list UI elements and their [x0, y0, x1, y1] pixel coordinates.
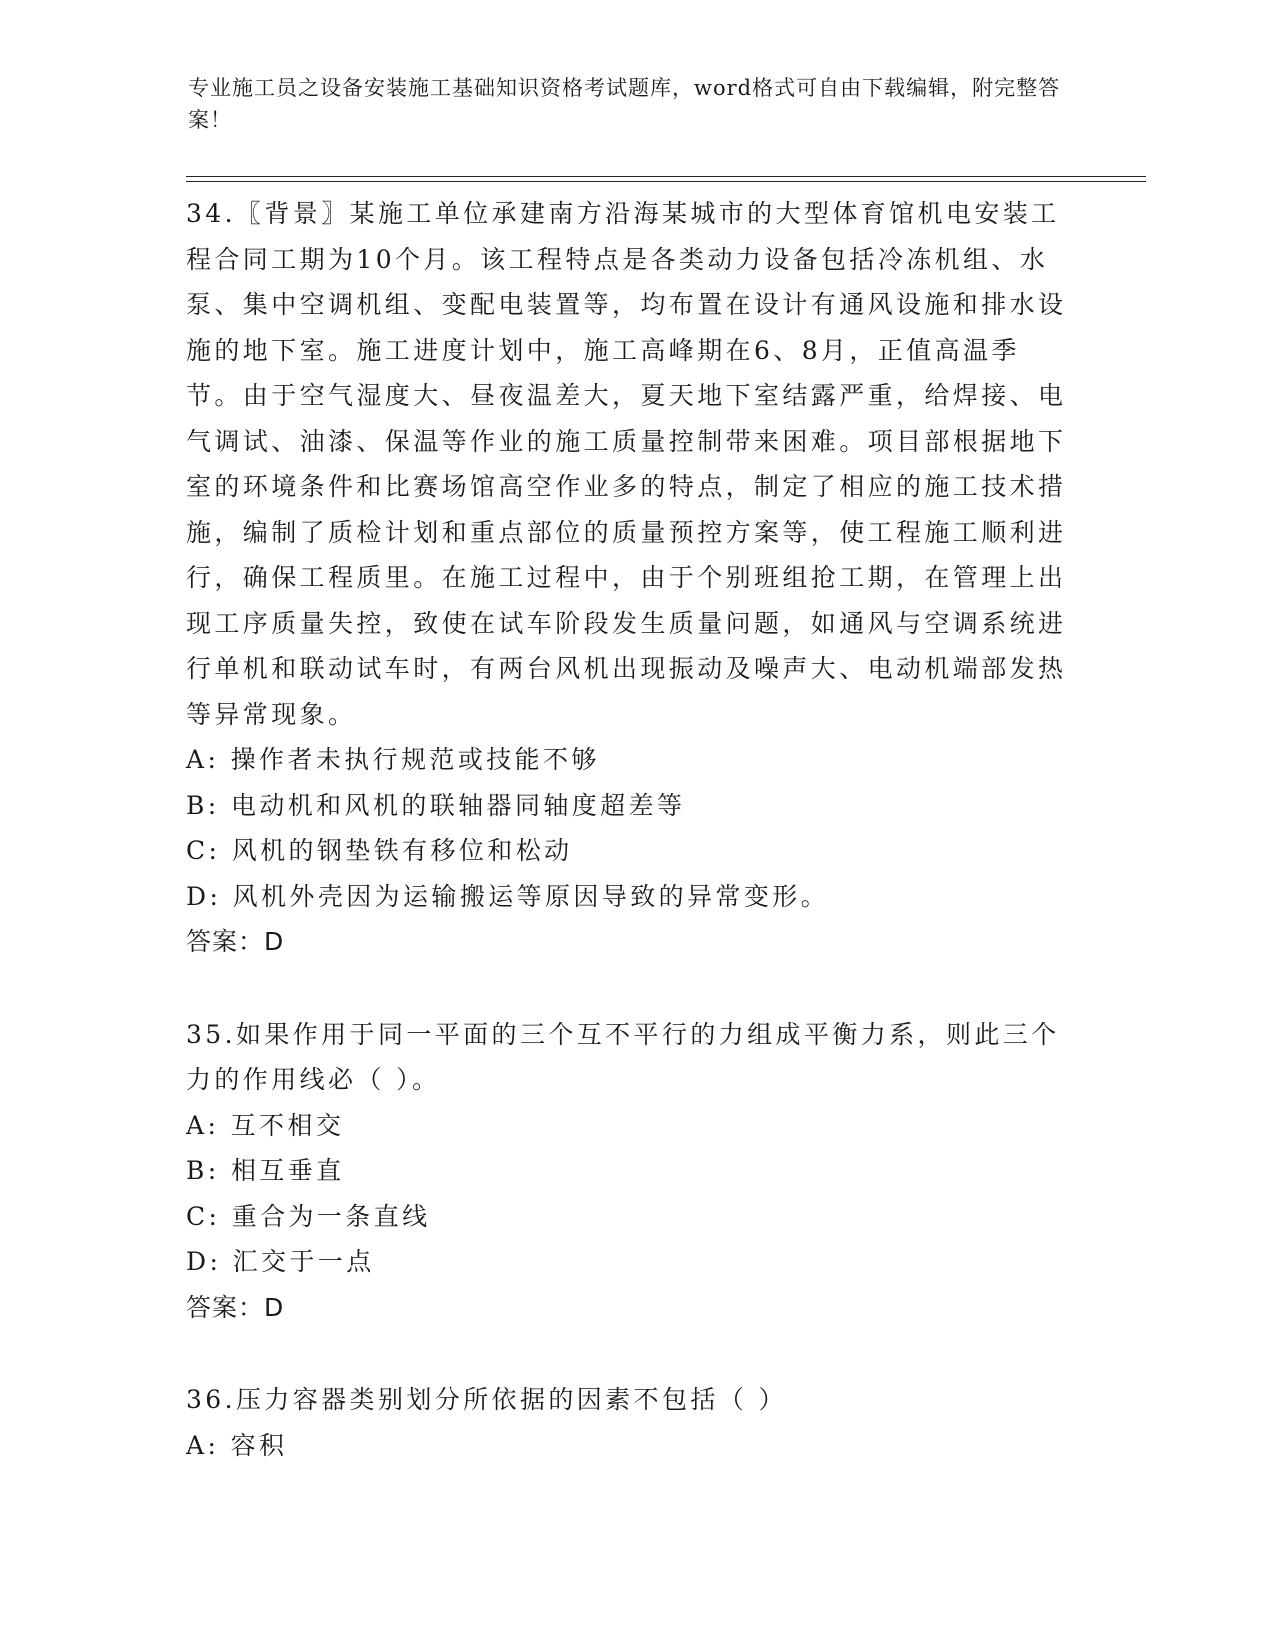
- header-divider-bottom: [186, 181, 1146, 182]
- option-b: B: 相互垂直: [186, 1156, 345, 1185]
- question-stem: 35.如果作用于同一平面的三个互不平行的力组成平衡力系，则此三个力的作用线必（ ）。: [186, 1019, 1060, 1094]
- answer-line: 答案：D: [186, 1292, 285, 1322]
- question-list: [186, 191, 1076, 1468]
- option-c: C: 风机的钢垫铁有移位和松动: [186, 836, 573, 865]
- document-header: 专业施工员之设备安装施工基础知识资格考试题库，word格式可自由下载编辑，附完整答案！: [188, 76, 1061, 132]
- answer-line: 答案：D: [186, 927, 285, 956]
- option-d: D: 汇交于一点: [186, 1247, 375, 1276]
- question-35: [186, 1012, 1076, 1331]
- question-stem: 36.压力容器类别划分所依据的因素不包括（ ）: [186, 1385, 787, 1414]
- question-34: [186, 191, 1076, 965]
- option-a: A: 容积: [186, 1430, 288, 1460]
- question-stem: 34.〖背景〗某施工单位承建南方沿海某城市的大型体育馆机电安装工程合同工期为10个月。该工程特点是各类动力设备包括冷冻机组、水泵、集中空调机组、变配电装置等，均布置在设计有通风设施和排水设施的地下室。施工进度计划中，施工高峰期在6、8月，正值高温季节。由于空气湿度大、昼夜温差大，夏天地下室结露严重，给焊接、电气调试、油漆、保温等作业的施工质量控制带来困难。项目部根据地下室的环境条件和比赛场馆高空作业多的特点，制定了相应的施工技术措施，编制了质检计划和重点部位的质量预控方案等，使工程施工顺利进行，确保工程质里。在施工过程中，由于个别班组抢工期，在管理上出现工序质量失控，致使在试车阶段发生质量问题，如通风与空调系统进行单机和联动试车时，有两台风机出现振动及噪声大、电动机端部发热等异常现象。: [186, 199, 1067, 729]
- question-36: [186, 1377, 1076, 1468]
- option-a: A: 互不相交: [186, 1110, 345, 1140]
- option-b: B: 电动机和风机的联轴器同轴度超差等: [186, 790, 686, 820]
- option-c: C: 重合为一条直线: [186, 1201, 431, 1231]
- option-d: D: 风机外壳因为运输搬运等原因导致的异常变形。: [186, 881, 830, 911]
- header-divider-top: [186, 176, 1146, 177]
- option-a: A: 操作者未执行规范或技能不够: [186, 745, 600, 774]
